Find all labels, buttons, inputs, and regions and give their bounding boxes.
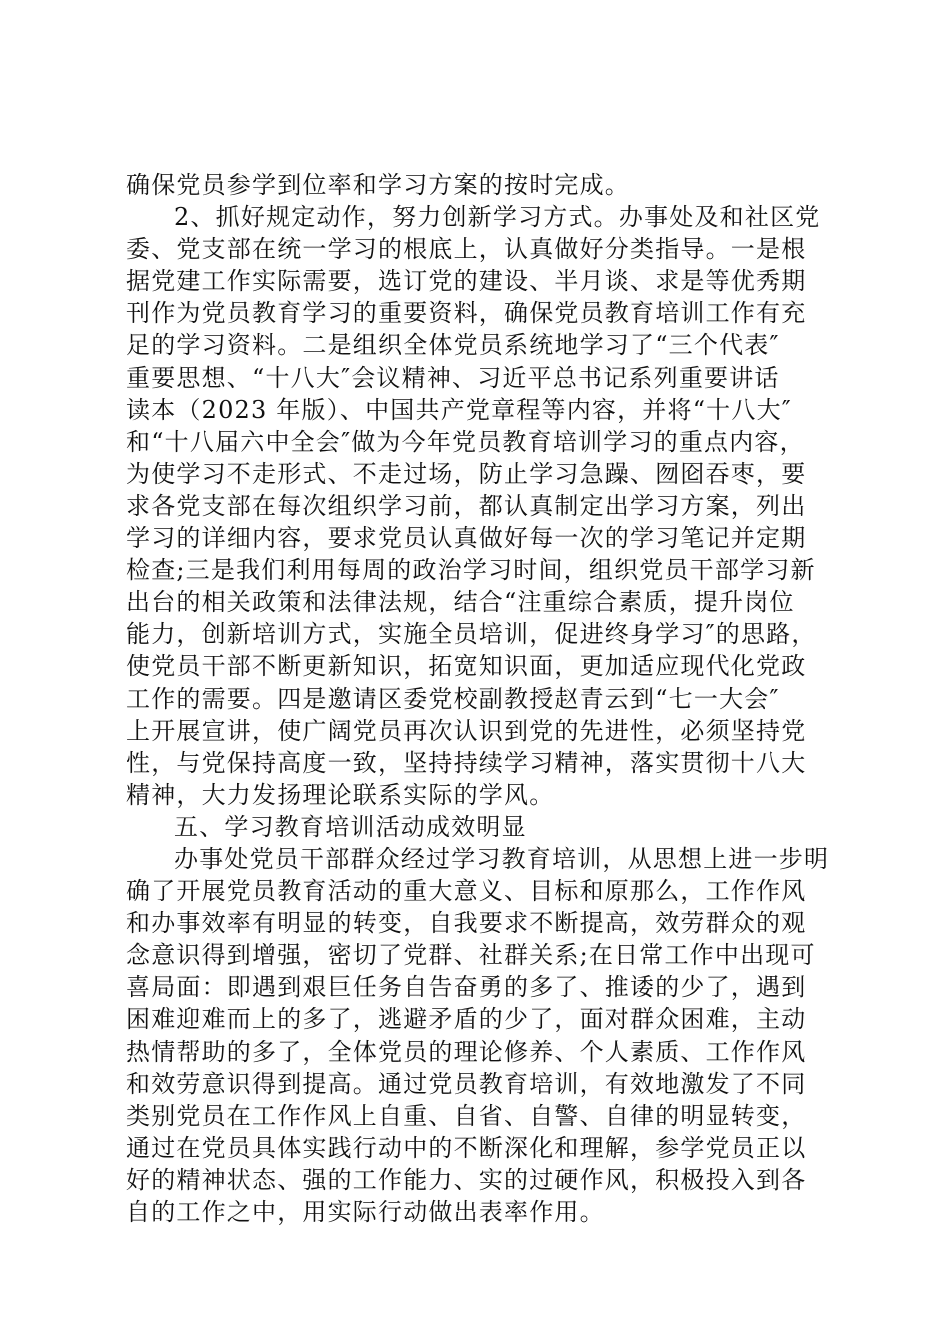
text-line: 自的工作之中，用实际行动做出表率作用。 — [126, 1198, 605, 1226]
text-line: 能力，创新培训方式，实施全员培训，促进终身学习″的思路， — [126, 620, 817, 649]
text-line: 办事处党员干部群众经过学习教育培训，从思想上进一步明 — [174, 844, 830, 873]
text-line: 确保党员参学到位率和学习方案的按时完成。 — [126, 171, 630, 199]
text-line: 类别党员在工作作风上自重、自省、自警、自律的明显转变， — [126, 1101, 807, 1130]
text-line: 精神，大力发扬理论联系实际的学风。 — [126, 780, 555, 809]
text-line: 喜局面：即遇到艰巨任务自告奋勇的多了、推诿的少了，遇到 — [126, 973, 807, 1002]
text-line: 足的学习资料。二是组织全体党员系统地学习了“三个代表″ — [126, 331, 780, 360]
text-line: 念意识得到增强，密切了党群、社群关系;在日常工作中出现可 — [126, 941, 816, 970]
text-line: 求各党支部在每次组织学习前，都认真制定出学习方案，列出 — [126, 491, 807, 520]
text-line: 出台的相关政策和法律法规，结合“注重综合素质，提升岗位 — [126, 588, 795, 617]
text-line: 通过在党员具体实践行动中的不断深化和理解，参学党员正以 — [126, 1133, 807, 1162]
text-line: 工作的需要。四是邀请区委党校副教授赵青云到“七一大会″ — [126, 684, 780, 713]
text-line: 和效劳意识得到提高。通过党员教育培训，有效地激发了不同 — [126, 1069, 807, 1098]
text-line: 据党建工作实际需要，选订党的建设、半月谈、求是等优秀期 — [126, 267, 807, 296]
text-line: 使党员干部不断更新知识，拓宽知识面，更加适应现代化党政 — [126, 652, 807, 681]
text-line: 困难迎难而上的多了，逃避矛盾的少了，面对群众困难，主动 — [126, 1005, 807, 1034]
text-line: 热情帮助的多了，全体党员的理论修养、个人素质、工作作风 — [126, 1037, 807, 1066]
document-body — [126, 169, 846, 1228]
text-line: 和“十八届六中全会″做为今年党员教育培训学习的重点内容， — [126, 427, 805, 456]
text-line: 刊作为党员教育学习的重要资料，确保党员教育培训工作有充 — [126, 299, 807, 328]
text-line: 重要思想、“十八大″会议精神、习近平总书记系列重要讲话 — [126, 363, 780, 392]
text-line: 五、学习教育培训活动成效明显 — [174, 812, 527, 841]
text-line: 性，与党保持高度一致，坚持持续学习精神，落实贯彻十八大 — [126, 748, 807, 777]
text-line: 好的精神状态、强的工作能力、实的过硬作风，积极投入到各 — [126, 1165, 807, 1194]
text-line: 确了开展党员教育活动的重大意义、目标和原那么，工作作风 — [126, 877, 807, 906]
text-line: 为使学习不走形式、不走过场，防止学习急躁、囫囵吞枣，要 — [126, 459, 807, 488]
text-line: 读本（2023 年版）、中国共产党章程等内容，并将“十八大″ — [126, 395, 792, 424]
text-line: 学习的详细内容，要求党员认真做好每一次的学习笔记并定期 — [126, 524, 807, 553]
text-line: 上开展宣讲，使广阔党员再次认识到党的先进性，必须坚持党 — [126, 716, 807, 745]
text-line: 和办事效率有明显的转变，自我要求不断提高，效劳群众的观 — [126, 909, 807, 938]
text-line: 委、党支部在统一学习的根底上，认真做好分类指导。一是根 — [126, 235, 807, 264]
text-line: 2、抓好规定动作，努力创新学习方式。办事处及和社区党 — [174, 203, 821, 232]
text-line: 检查;三是我们利用每周的政治学习时间，组织党员干部学习新 — [126, 556, 816, 585]
